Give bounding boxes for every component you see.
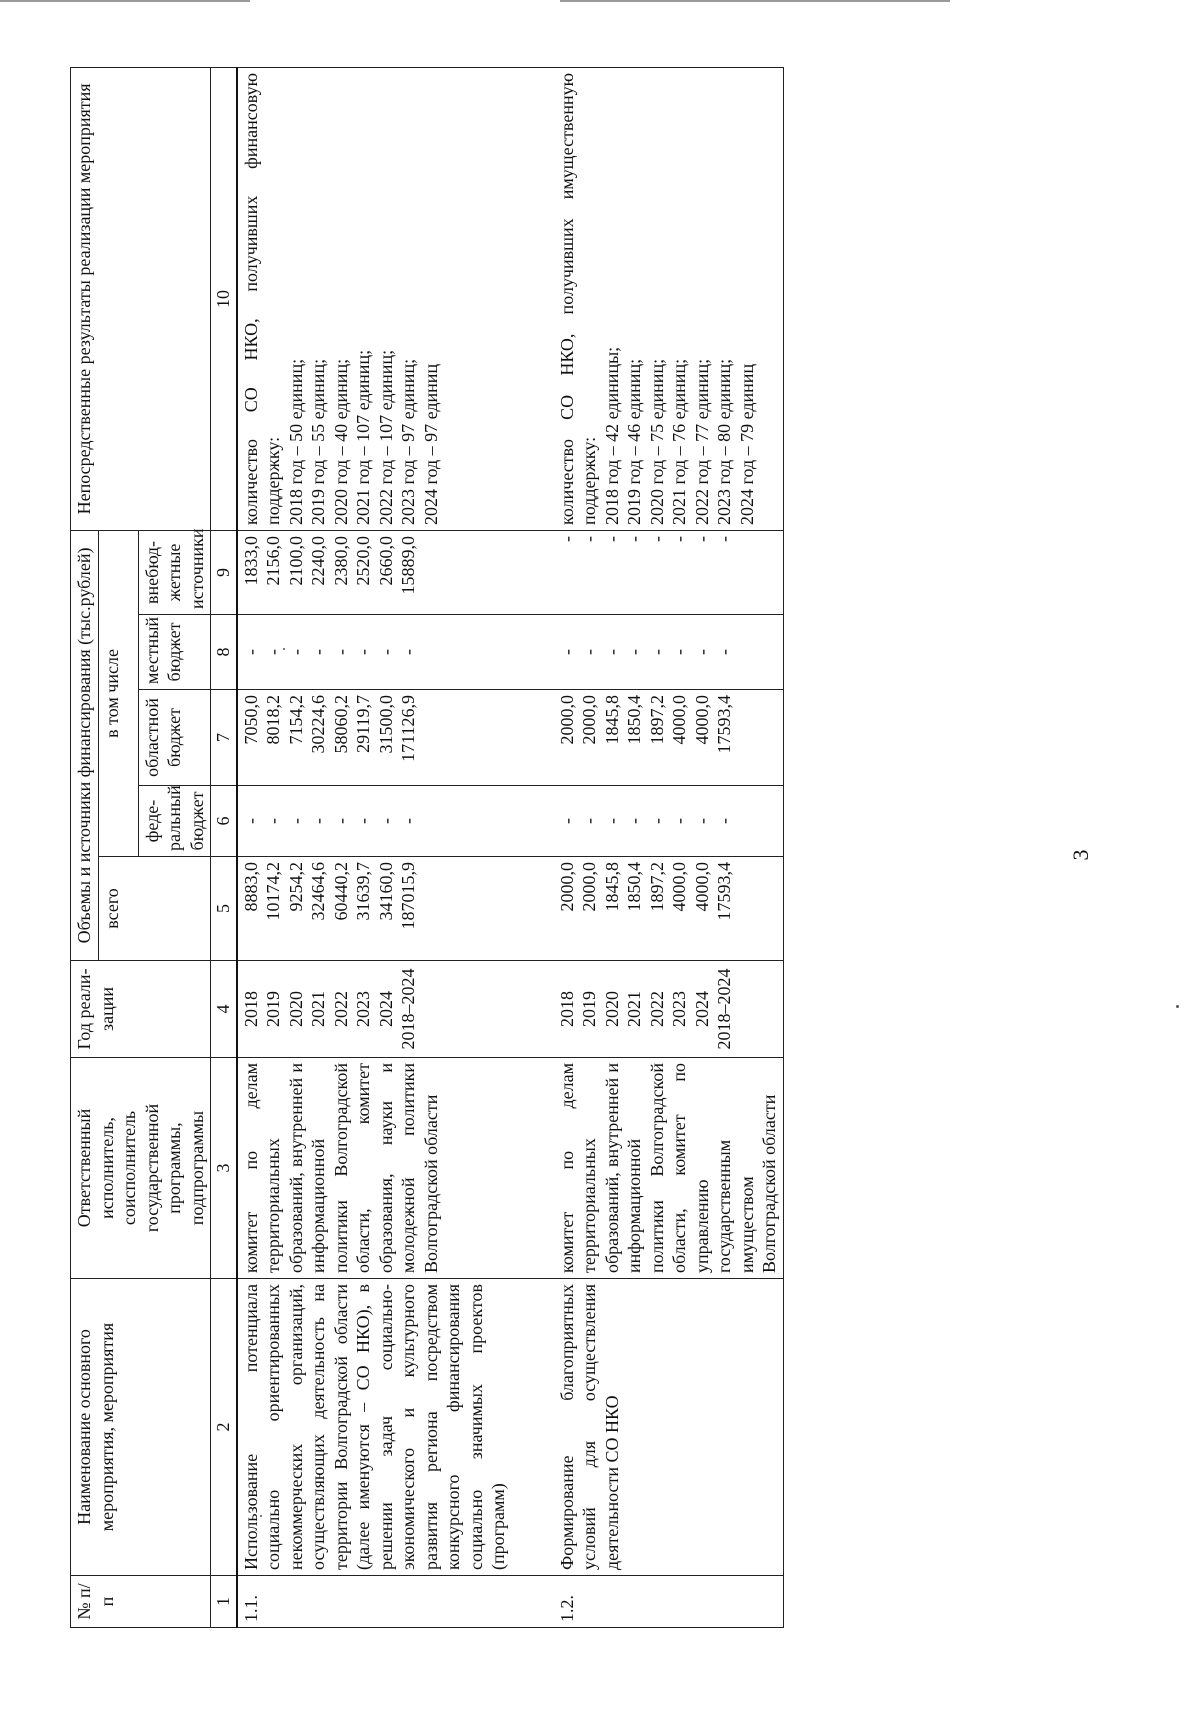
federal-line: - (330, 818, 351, 824)
years-line: 2024 (375, 991, 396, 1027)
years-line: 2022 (330, 991, 351, 1027)
federal-line: - (263, 818, 283, 824)
regional-line: 29119,7 (353, 695, 373, 753)
total-line: 8883,0 (240, 862, 261, 912)
regional-line: 8018,2 (263, 695, 283, 745)
header-offbudget: внебюд-жетные источники (138, 530, 211, 614)
results-line: количество СО НКО, получивших имущественную поддержку: (556, 72, 599, 525)
offbudget-line: 1833,0 (240, 535, 261, 586)
col-number: 4 (211, 961, 237, 1058)
years-line: 2021 (308, 991, 328, 1027)
measure-name: Использование потенциала социально ориентированных некоммерческих организаций, осуществляющих деятельность на территории Волгоградской области (далее именуются – СО НКО), в решении задач социально-экономического и культурного развития региона посредством конкурсного финансирования социально значимых проектов (программ) (237, 1279, 512, 1576)
row-number: 1.1. (237, 1576, 512, 1628)
header-funding: Объемы и источники финансирования (тыс.рублей) (71, 530, 99, 960)
total-line: 4000,0 (669, 862, 689, 912)
total-line: 2000,0 (556, 862, 577, 912)
page-number: 3 (1068, 849, 1093, 861)
regional-cell (237, 690, 512, 786)
offbudget-cell (237, 530, 512, 614)
total-cell (554, 857, 784, 961)
header-results: Непосредственные результаты реализации мероприятия (71, 67, 211, 530)
federal-line: - (714, 818, 734, 824)
col-number: 10 (211, 67, 237, 530)
total-line: 1845,8 (601, 862, 622, 912)
federal-line: - (669, 818, 689, 824)
federal-line: - (579, 818, 599, 824)
results-line: 2021 год – 76 единиц; (669, 358, 689, 525)
results-cell (554, 67, 784, 530)
offbudget-line: - (556, 535, 577, 542)
local-line: - (601, 649, 622, 655)
years-line: 2018 (240, 991, 261, 1027)
col-number: 8 (211, 615, 237, 690)
col-number: 6 (211, 786, 237, 857)
regional-line: 171126,9 (398, 695, 418, 762)
offbudget-line: - (646, 535, 667, 542)
results-line: 2023 год – 97 единиц; (398, 358, 418, 525)
col-number: 3 (211, 1058, 237, 1279)
federal-line: - (398, 818, 418, 824)
header-including: в том числе (98, 530, 138, 856)
offbudget-line: 15889,0 (398, 535, 418, 595)
offbudget-line: 2380,0 (330, 535, 351, 586)
federal-line: - (691, 818, 712, 824)
regional-line: 2000,0 (579, 695, 599, 745)
total-cell (237, 857, 512, 961)
table-row (237, 67, 512, 1627)
results-line: 2020 год – 40 единиц; (330, 358, 351, 525)
local-line: - (308, 649, 328, 655)
local-line: - (669, 649, 689, 655)
results-line: 2024 год – 79 единиц (736, 363, 757, 525)
years-line: 2022 (646, 991, 667, 1027)
years-cell (554, 961, 784, 1058)
federal-line: - (624, 818, 644, 824)
executor: комитет по делам территориальных образований, внутренней и информационной политики Волгоградской области, комитет по управлению государственным имуществом Волгоградской области (554, 1058, 784, 1279)
regional-line: 17593,4 (714, 695, 734, 754)
local-line: - (330, 649, 351, 655)
total-line: 2000,0 (579, 862, 599, 912)
table-row (554, 67, 784, 1627)
years-line: 2019 (579, 991, 599, 1027)
col-number: 1 (211, 1576, 237, 1628)
regional-line: 7050,0 (240, 695, 261, 745)
regional-line: 1897,2 (646, 695, 667, 745)
federal-cell (554, 786, 784, 857)
total-line: 31639,7 (353, 862, 373, 921)
offbudget-line: - (624, 535, 644, 542)
regional-line: 58060,2 (330, 695, 351, 754)
total-line: 17593,4 (714, 862, 734, 921)
total-line: 32464,6 (308, 862, 328, 921)
results-line: 2021 год – 107 единиц; (353, 349, 373, 525)
regional-line: 7154,2 (285, 695, 306, 745)
results-line: 2022 год – 77 единиц; (691, 358, 712, 525)
header-federal: феде-ральный бюджет (138, 786, 211, 857)
local-line: - (353, 649, 373, 655)
offbudget-line: - (579, 535, 599, 542)
header-regional: областной бюджет (138, 690, 211, 786)
offbudget-line: - (601, 535, 622, 542)
measure-name: Формирование благоприятных условий для осуществления деятельности СО НКО (554, 1279, 784, 1576)
local-line: - (579, 649, 599, 655)
offbudget-line: - (669, 535, 689, 542)
federal-line: - (308, 818, 328, 824)
years-line: 2018–2024 (398, 968, 418, 1050)
results-line: 2019 год – 46 единиц; (624, 358, 644, 525)
local-line: - (646, 649, 667, 655)
results-cell (237, 67, 512, 530)
local-line: - (285, 649, 306, 655)
federal-cell (237, 786, 512, 857)
local-cell (237, 615, 512, 690)
regional-cell (554, 690, 784, 786)
total-line: 9254,2 (285, 862, 306, 912)
header-total: всего (98, 857, 211, 961)
federal-line: - (353, 818, 373, 824)
federal-line: - (240, 818, 261, 824)
local-line: - (691, 649, 712, 655)
results-line: количество СО НКО, получивших финансовую поддержку: (240, 72, 283, 525)
years-line: 2018 (556, 991, 577, 1027)
regional-line: 4000,0 (691, 695, 712, 745)
local-cell (554, 615, 784, 690)
row-number: 1.2. (554, 1576, 784, 1628)
years-line: 2020 (601, 991, 622, 1027)
total-line: 60440,2 (330, 862, 351, 921)
executor: комитет по делам территориальных образований, внутренней и информационной политики Волгоградской области, комитет образования, науки и молодежной политики Волгоградской области (237, 1058, 512, 1279)
years-line: 2023 (669, 991, 689, 1027)
federal-line: - (646, 818, 667, 824)
header-year: Год реали-зации (71, 961, 211, 1058)
offbudget-line: 2660,0 (375, 535, 396, 586)
program-table (70, 67, 784, 1628)
header-name: Наименование основного мероприятия, мероприятия (71, 1279, 211, 1576)
years-line: 2024 (691, 991, 712, 1027)
offbudget-line: 2240,0 (308, 535, 328, 586)
federal-line: - (285, 818, 306, 824)
total-line: 4000,0 (691, 862, 712, 912)
regional-line: 4000,0 (669, 695, 689, 745)
total-line: 1850,4 (624, 862, 644, 912)
results-line: 2020 год – 75 единиц; (646, 358, 667, 525)
years-line: 2023 (353, 991, 373, 1027)
col-number: 2 (211, 1279, 237, 1576)
total-line: 34160,0 (375, 862, 396, 921)
total-line: 10174,2 (263, 862, 283, 921)
total-line: 1897,2 (646, 862, 667, 912)
offbudget-cell (554, 530, 784, 614)
results-line: 2024 год – 97 единиц (420, 363, 441, 525)
offbudget-line: - (691, 535, 712, 542)
offbudget-line: 2100,0 (285, 535, 306, 586)
total-line: 187015,9 (398, 862, 418, 930)
results-line: 2022 год – 107 единиц; (375, 349, 396, 525)
local-line: - (714, 649, 734, 655)
federal-line: - (375, 818, 396, 824)
header-local: местный бюджет (138, 615, 211, 690)
col-number: 9 (211, 530, 237, 614)
local-line: - (624, 649, 644, 655)
federal-line: - (601, 818, 622, 824)
offbudget-line: - (714, 535, 734, 542)
results-line: 2018 год – 42 единицы; (601, 346, 622, 525)
local-line: - (398, 649, 418, 655)
years-line: 2019 (263, 991, 283, 1027)
col-number: 7 (211, 690, 237, 786)
years-line: 2018–2024 (714, 968, 734, 1050)
results-line: 2018 год – 50 единиц; (285, 358, 306, 525)
years-cell (237, 961, 512, 1058)
local-line: - (263, 649, 283, 655)
local-line: - (375, 649, 396, 655)
results-line: 2019 год – 55 единиц; (308, 358, 328, 525)
offbudget-line: 2520,0 (353, 535, 373, 586)
years-line: 2020 (285, 991, 306, 1027)
offbudget-line: 2156,0 (263, 535, 283, 586)
local-line: - (556, 649, 577, 655)
row-gap (512, 67, 554, 1627)
regional-line: 31500,0 (375, 695, 396, 754)
header-num: № п/п (71, 1576, 211, 1628)
local-line: - (240, 649, 261, 655)
regional-line: 2000,0 (556, 695, 577, 745)
results-line: 2023 год – 80 единиц; (714, 358, 734, 525)
regional-line: 1850,4 (624, 695, 644, 745)
header-executor: Ответственный исполнитель, соисполнитель государственной программы, подпрограммы (71, 1058, 211, 1279)
col-number: 5 (211, 857, 237, 961)
federal-line: - (556, 818, 577, 824)
years-line: 2021 (624, 991, 644, 1027)
regional-line: 30224,6 (308, 695, 328, 754)
regional-line: 1845,8 (601, 695, 622, 745)
